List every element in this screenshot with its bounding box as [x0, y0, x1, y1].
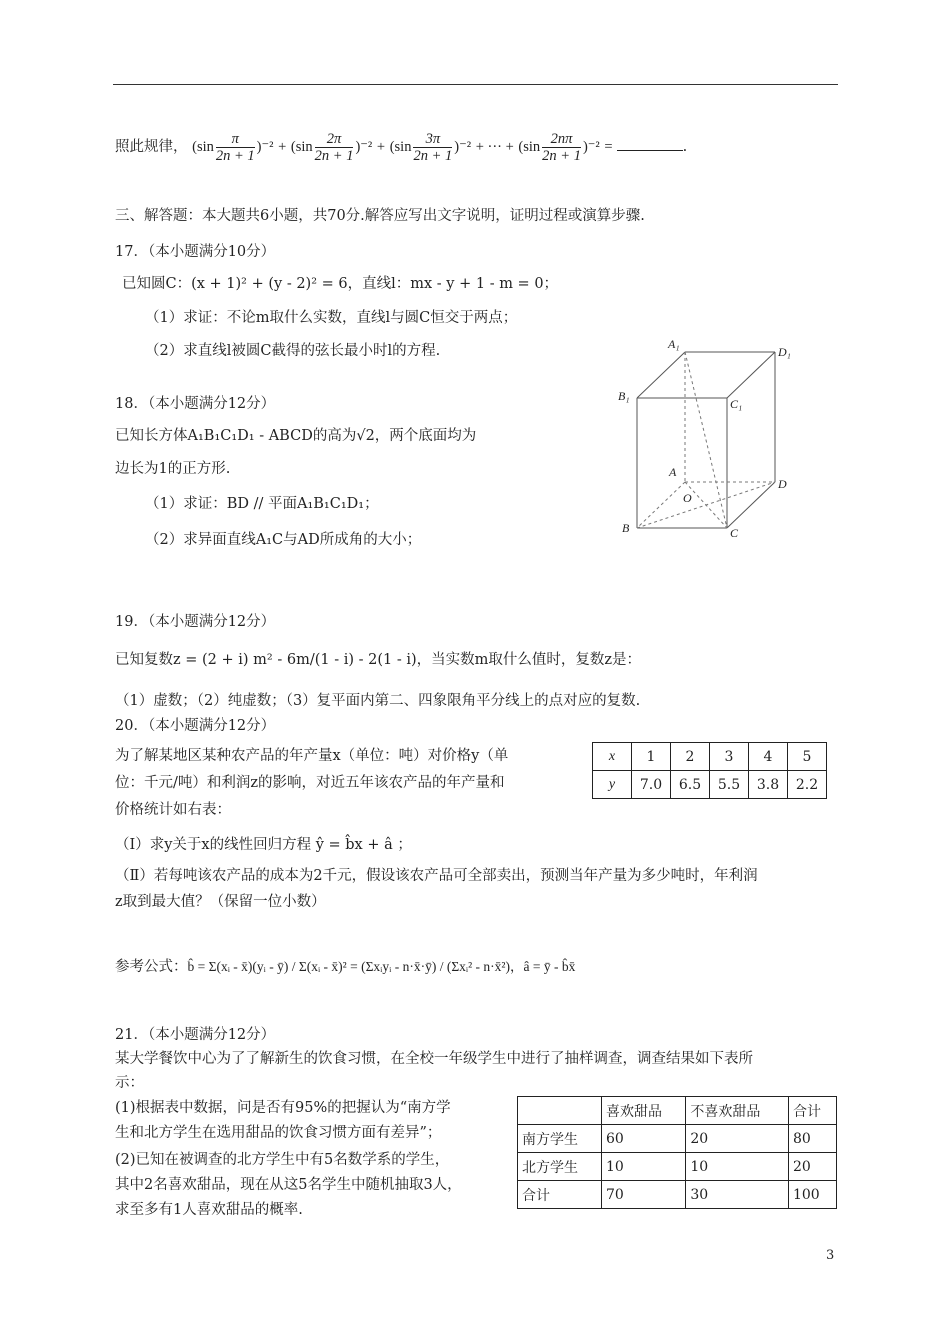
- table-cell: 合计: [518, 1181, 602, 1209]
- table-cell: 3.8: [749, 771, 788, 799]
- table-cell: 70: [602, 1181, 686, 1209]
- table-cell: 3: [710, 743, 749, 771]
- q17-title: 17．（本小题满分10分）: [115, 244, 276, 260]
- q17-part2: （2）求直线l被圆C截得的弦长最小时l的方程.: [145, 343, 441, 359]
- q20-line-3: 价格统计如右表：: [115, 802, 231, 818]
- page-number: 3: [826, 1248, 835, 1263]
- label-a1: A₁: [668, 337, 680, 351]
- table-cell: 1: [632, 743, 671, 771]
- table-cell: 100: [788, 1181, 836, 1209]
- table-cell: 5.5: [710, 771, 749, 799]
- table-cell: 80: [788, 1125, 836, 1153]
- table-cell: 20: [788, 1153, 836, 1181]
- table-cell: 10: [602, 1153, 686, 1181]
- table-cell: 7.0: [632, 771, 671, 799]
- table-cell: 北方学生: [518, 1153, 602, 1181]
- q20-line-1: 为了解某地区某种农产品的年产量x（单位：吨）对价格y（单: [115, 748, 509, 764]
- label-d1: D₁: [778, 345, 791, 359]
- series-formula: 照此规律， (sin $\frac{\pi}{2n + 1}$ )⁻² + (sin $\frac{2\pi}{2n + 1}$ )⁻² + (sin $\frac{3\pi}{2n + 1}$ )⁻² + ··· + (sin $\frac{2n\pi}{2n + 1}$ )⁻² = .: [115, 130, 688, 164]
- q20-part2-a: （Ⅱ）若每吨该农产品的成本为2千元，假设该农产品可全部卖出，预测当年产量为多少吨时，年利润: [115, 868, 758, 884]
- table-row: [518, 1153, 837, 1181]
- q21-line-1: 某大学餐饮中心为了了解新生的饮食习惯，在全校一年级学生中进行了抽样调查，调查结果如下表所: [115, 1051, 753, 1067]
- answer-blank: [617, 138, 683, 151]
- q19-title: 19．（本小题满分12分）: [115, 614, 276, 630]
- q21-part1-a: (1)根据表中数据，问是否有95%的把握认为“南方学: [115, 1100, 451, 1116]
- table-cell: 2.2: [788, 771, 827, 799]
- q18-part2: （2）求异面直线A₁C与AD所成角的大小；: [145, 532, 422, 548]
- q19-parts: （1）虚数；（2）纯虚数；（3）复平面内第二、四象限角平分线上的点对应的复数.: [115, 693, 641, 709]
- q18-statement-1: 已知长方体A₁B₁C₁D₁ - ABCD的高为√2，两个底面均为: [115, 428, 477, 444]
- q21-data-table: [517, 1096, 837, 1209]
- q18-title: 18．（本小题满分12分）: [115, 396, 276, 412]
- table-cell: x: [593, 743, 632, 771]
- q20-part1: （Ⅰ）求y关于x的线性回归方程 ŷ = b̂x + â ；: [115, 837, 412, 853]
- table-cell: 60: [602, 1125, 686, 1153]
- table-cell: [518, 1097, 602, 1125]
- q18-part1: （1）求证：BD // 平面A₁B₁C₁D₁；: [145, 496, 379, 512]
- table-cell: 合计: [788, 1097, 836, 1125]
- reference-formula: 参考公式：b̂ = Σ(xᵢ - x̄)(yᵢ - ȳ) / Σ(xᵢ - x̄)² = (Σxᵢyᵢ - n·x̄·ȳ) / (Σxᵢ² - n·x̄²)，â = ȳ - b̂x̄: [115, 959, 576, 975]
- q17-part1: （1）求证：不论m取什么实数，直线l与圆C恒交于两点；: [145, 310, 518, 326]
- q19-statement: 已知复数z = (2 + i) m² - 6m/(1 - i) - 2(1 - i)，当实数m取什么值时，复数z是：: [115, 652, 642, 668]
- table-cell: 20: [686, 1125, 789, 1153]
- label-a: A: [669, 465, 677, 479]
- label-c: C: [730, 526, 739, 540]
- q21-line-2: 示：: [115, 1075, 144, 1091]
- q21-part1-b: 生和北方学生在选用甜品的饮食习惯方面有差异”；: [115, 1125, 442, 1141]
- table-cell: 不喜欢甜品: [686, 1097, 789, 1125]
- table-row: [518, 1125, 837, 1153]
- q20-title: 20．（本小题满分12分）: [115, 718, 276, 734]
- q18-statement-2: 边长为1的正方形.: [115, 461, 231, 477]
- label-b: B: [622, 521, 630, 535]
- label-c1: C₁: [730, 397, 743, 411]
- q21-part2-c: 求至多有1人喜欢甜品的概率.: [115, 1202, 303, 1218]
- cuboid-figure: [610, 332, 810, 547]
- table-cell: y: [593, 771, 632, 799]
- q20-data-table: [592, 742, 827, 799]
- table-cell: 2: [671, 743, 710, 771]
- q21-part2-a: (2)已知在被调查的北方学生中有5名数学系的学生，: [115, 1152, 450, 1168]
- header-rule: [113, 84, 838, 85]
- q21-part2-b: 其中2名喜欢甜品，现在从这5名学生中随机抽取3人，: [115, 1177, 462, 1193]
- table-row: [518, 1181, 837, 1209]
- table-cell: 10: [686, 1153, 789, 1181]
- label-d: D: [778, 477, 787, 491]
- table-cell: 4: [749, 743, 788, 771]
- section-3-heading: 三、解答题：本大题共6小题，共70分.解答应写出文字说明，证明过程或演算步骤.: [115, 208, 645, 224]
- table-cell: 5: [788, 743, 827, 771]
- table-row: [518, 1097, 837, 1125]
- table-cell: 6.5: [671, 771, 710, 799]
- q17-statement: 已知圆C：(x + 1)² + (y - 2)² = 6，直线l：mx - y + 1 - m = 0；: [122, 276, 559, 292]
- table-cell: 喜欢甜品: [602, 1097, 686, 1125]
- label-b1: B₁: [618, 389, 630, 403]
- q21-title: 21．（本小题满分12分）: [115, 1027, 276, 1043]
- table-cell: 30: [686, 1181, 789, 1209]
- table-row: [593, 743, 827, 771]
- q20-part2-b: z取到最大值？（保留一位小数）: [115, 894, 326, 910]
- table-row: [593, 771, 827, 799]
- table-cell: 南方学生: [518, 1125, 602, 1153]
- q20-line-2: 位：千元/吨）和利润z的影响，对近五年该农产品的年产量和: [115, 775, 505, 791]
- label-o: O: [683, 491, 692, 505]
